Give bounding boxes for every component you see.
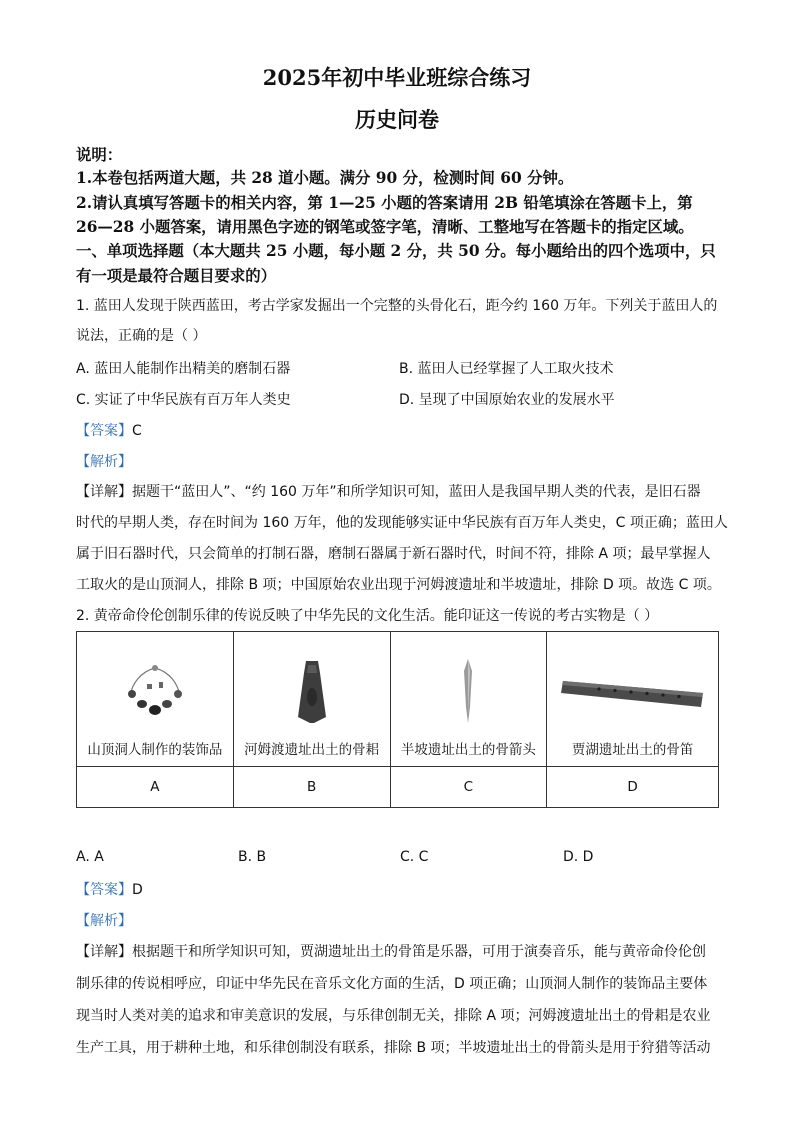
notes-heading: 说明：	[76, 146, 123, 164]
note-2-line-2: 26—28 小题答案，请用黑色字迹的钢笔或签字笔，清晰、工整地写在答题卡的指定区域。	[76, 218, 694, 236]
q2-option-d: D. D	[563, 849, 594, 865]
q2-detail-line-3: 现当时人类对美的追求和审美意识的发展，与乐律创制无关，排除 A 项；河姆渡遗址出土的骨耜是农业	[76, 1008, 711, 1024]
q2-option-a: A. A	[76, 849, 104, 865]
note-2-line-1: 2.请认真填写答题卡的相关内容，第 1—25 小题的答案请用 2B 铅笔填涂在答题卡上，第	[76, 194, 693, 212]
q1-answer-tag: 【答案】	[76, 423, 132, 439]
q2-detail-line-4: 生产工具，用于耕种土地，和乐律创制没有联系，排除 B 项；半坡遗址出土的骨箭头是用于狩猎等活动	[76, 1040, 711, 1056]
q2-letter-c: C	[390, 767, 547, 808]
q2-analysis	[76, 910, 726, 931]
q1-answer-value: C	[132, 423, 142, 439]
note-1: 1.本卷包括两道大题，共 28 道小题。满分 90 分，检测时间 60 分钟。	[76, 169, 574, 187]
q2-detail-line-2: 制乐律的传说相呼应，印证中华先民在音乐文化方面的生活，D 项正确；山顶洞人制作的装饰品主要体	[76, 976, 708, 992]
q2-answer-tag: 【答案】	[76, 882, 132, 898]
q1-stem-line-1: 1. 蓝田人发现于陕西蓝田，考古学家发掘出一个完整的头骨化石，距今约 160 万年。下列关于蓝田人的	[76, 298, 718, 314]
q1-detail-line-1	[76, 482, 726, 502]
q2-caption-b: 河姆渡遗址出土的骨耜	[244, 742, 380, 758]
q2-stem: 2. 黄帝命伶伦创制乐律的传说反映了中华先民的文化生活。能印证这一传说的考古实物是（ ）	[76, 608, 659, 624]
ornament-necklace-image	[77, 646, 233, 738]
q2-detail-tag: 【详解】	[76, 944, 132, 960]
bone-flute-image	[547, 646, 718, 738]
q1-option-a: A. 蓝田人能制作出精美的磨制石器	[76, 361, 291, 377]
q2-answer	[76, 879, 726, 900]
bone-arrowhead-image	[391, 646, 547, 738]
q1-option-c: C. 实证了中华民族有百万年人类史	[76, 392, 291, 408]
q2-option-b: B. B	[238, 849, 267, 865]
q2-answer-value: D	[132, 882, 143, 898]
q2-cell-c	[390, 632, 547, 767]
section-heading-line-2: 有一项是最符合题目要求的）	[76, 267, 277, 285]
section-heading-line-1: 一、单项选择题（本大题共 25 小题，每小题 2 分，共 50 分。每小题给出的四个选项中，只	[76, 242, 716, 260]
exam-subtitle: 历史问卷	[355, 107, 439, 132]
bone-spade-image	[234, 646, 390, 738]
q2-cell-d	[547, 632, 719, 767]
q1-stem-line-2: 说法，正确的是（ ）	[76, 328, 207, 344]
q2-caption-a: 山顶洞人制作的装饰品	[87, 742, 223, 758]
q2-option-c: C. C	[400, 849, 429, 865]
q2-detail-text-1: 根据题干和所学知识可知，贾湖遗址出土的骨笛是乐器，可用于演奏音乐，能与黄帝命伶伦创	[132, 944, 706, 960]
q2-cell-b	[233, 632, 390, 767]
q2-caption-c: 半坡遗址出土的骨箭头	[400, 742, 536, 758]
q2-analysis-tag: 【解析】	[76, 913, 132, 929]
q2-letter-b: B	[233, 767, 390, 808]
q1-option-d: D. 呈现了中国原始农业的发展水平	[399, 392, 615, 408]
q1-analysis	[76, 451, 726, 472]
q1-detail-line-3: 属于旧石器时代，只会简单的打制石器，磨制石器属于新石器时代，时间不符，排除 A 项；最早掌握人	[76, 546, 711, 562]
q2-detail-line-1	[76, 942, 726, 962]
q1-detail-line-4: 工取火的是山顶洞人，排除 B 项；中国原始农业出现于河姆渡遗址和半坡遗址，排除 D 项。故选 C 项。	[76, 577, 721, 593]
q2-letter-a: A	[77, 767, 234, 808]
q1-option-b: B. 蓝田人已经掌握了人工取火技术	[399, 361, 614, 377]
q2-cell-a	[77, 632, 234, 767]
q2-artifact-table	[76, 631, 719, 808]
exam-title: 2025年初中毕业班综合练习	[262, 65, 532, 90]
q2-caption-d: 贾湖遗址出土的骨笛	[571, 742, 694, 758]
q1-analysis-tag: 【解析】	[76, 454, 132, 470]
q1-detail-line-2: 时代的早期人类，存在时间为 160 万年，他的发现能够实证中华民族有百万年人类史，C 项正确；蓝田人	[76, 515, 728, 531]
q1-detail-tag: 【详解】	[76, 484, 132, 500]
q2-letter-d: D	[547, 767, 719, 808]
q1-detail-text-1: 据题干“蓝田人”、“约 160 万年”和所学知识可知，蓝田人是我国早期人类的代表，是旧石器	[132, 484, 701, 500]
q1-answer	[76, 420, 726, 441]
